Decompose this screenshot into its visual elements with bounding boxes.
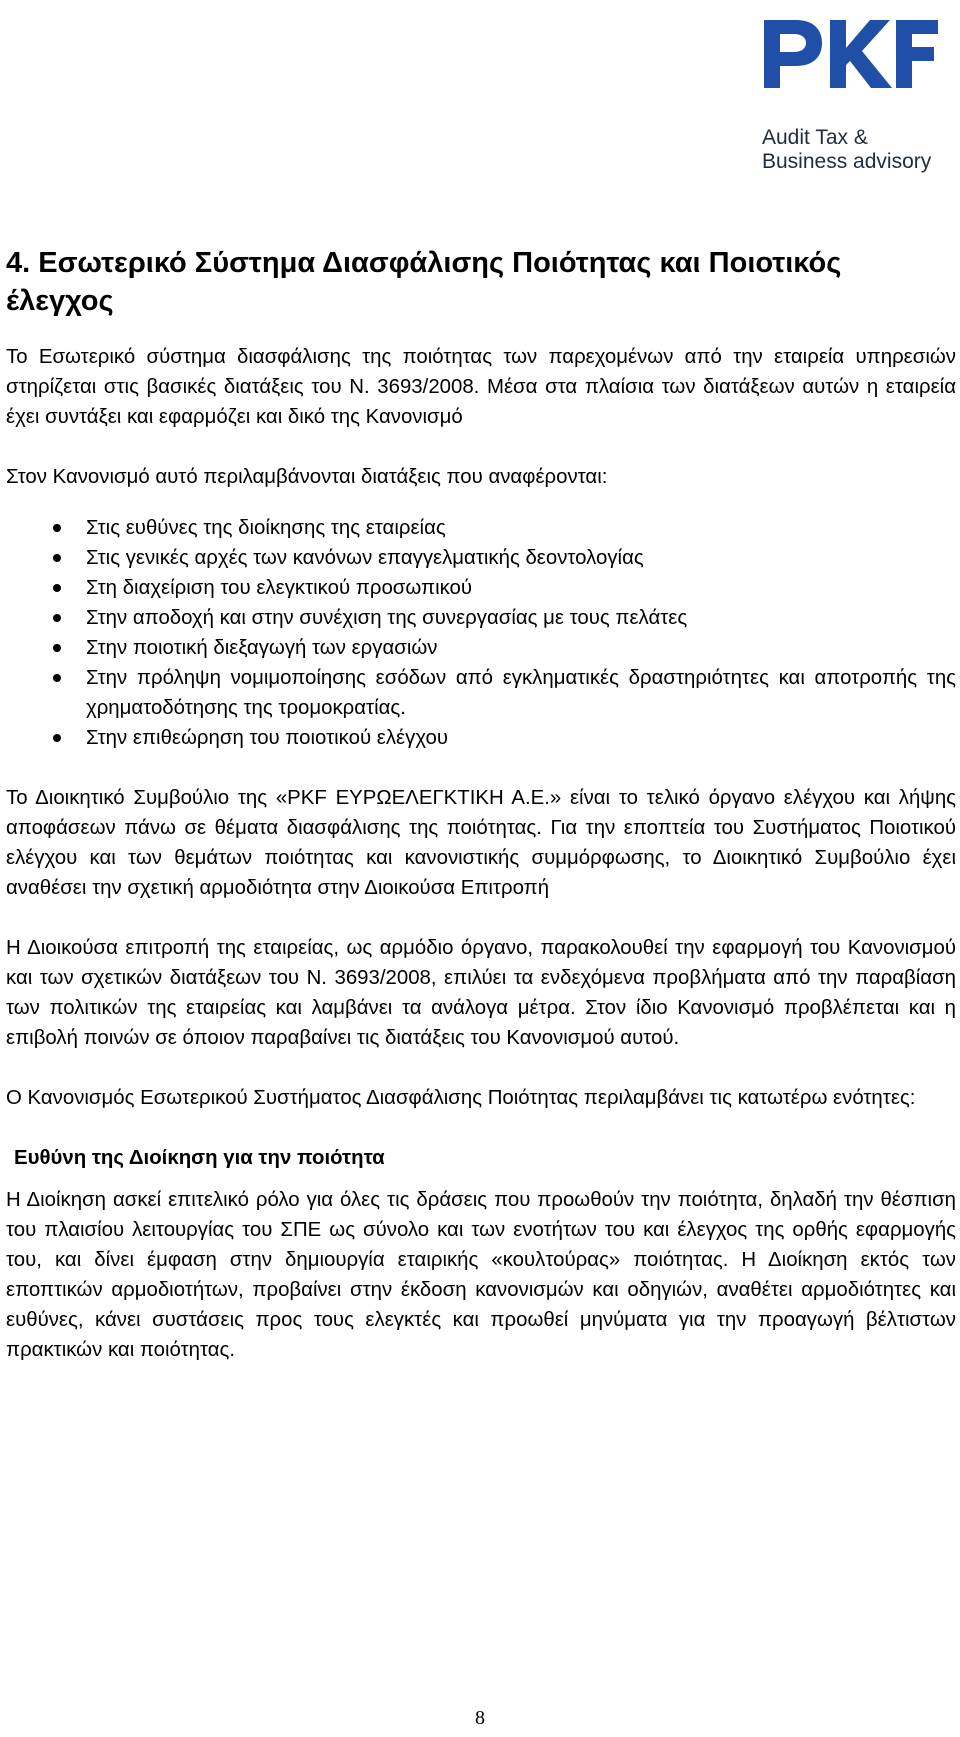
list-item-text: Στην ποιοτική διεξαγωγή των εργασιών xyxy=(86,637,438,659)
list-item xyxy=(6,543,956,573)
list-item xyxy=(6,603,956,633)
bullet-icon xyxy=(53,524,61,532)
sections-intro-paragraph: Ο Κανονισμός Εσωτερικού Συστήματος Διασφάλισης Ποιότητας περιλαμβάνει τις κατωτέρω ενότητες: xyxy=(6,1087,916,1109)
logo-tagline xyxy=(762,126,931,174)
list-item-text: Στις γενικές αρχές των κανόνων επαγγελματικής δεοντολογίας xyxy=(86,547,644,569)
list-item-text: Στη διαχείριση του ελεγκτικού προσωπικού xyxy=(86,577,473,599)
list-item-text: Στις ευθύνες της διοίκησης της εταιρείας xyxy=(86,517,446,539)
bullet-icon xyxy=(53,554,61,562)
pkf-logo xyxy=(762,18,952,178)
list-item-text: Στην επιθεώρηση του ποιοτικού ελέγχου xyxy=(86,727,448,749)
list-intro-paragraph: Στον Κανονισμό αυτό περιλαμβάνονται διατάξεις που αναφέρονται: xyxy=(6,466,608,488)
list-item xyxy=(6,513,956,543)
list-item-text: Στην αποδοχή και στην συνέχιση της συνεργασίας με τους πελάτες xyxy=(86,607,688,629)
subsection-heading: Ευθύνη της Διοίκηση για την ποιότητα xyxy=(14,1147,385,1169)
management-paragraph: Η Διοίκηση ασκεί επιτελικό ρόλο για όλες τις δράσεις που προωθούν την ποιότητα, δηλαδή την θέσπιση του πλαισίου λειτουργίας του ΣΠΕ ως σύνολο και των ενοτήτων του και έλεγχος της ορθής εφαρμογής του, και δίνει έμφαση στην δημιουργία εταιρικής «κουλτούρας» ποιότητας. Η Διοίκηση εκτός των εποπτικών αρμοδιοτήτων, προβαίνει στην έκδοση κανονισμών και οδηγιών, αναθέτει αρμοδιότητες και ευθύνες, κάνει συστάσεις προς τους ελεγκτές και προωθεί μηνύματα για την προαγωγή βέλτιστων πρακτικών και ποιότητας. xyxy=(6,1189,956,1361)
list-item xyxy=(6,633,956,663)
list-item-text: Στην πρόληψη νομιμοποίησης εσόδων από εγκληματικές δραστηριότητες και αποτροπής της χρηματοδότησης της τρομοκρατίας. xyxy=(86,667,956,719)
committee-paragraph: Η Διοικούσα επιτροπή της εταιρείας, ως αρμόδιο όργανο, παρακολουθεί την εφαρμογή του Κανονισμού και των σχετικών διατάξεων του Ν. 3693/2008, επιλύει τα ενδεχόμενα προβλήματα από την παραβίαση των πολιτικών της εταιρείας και λαμβάνει τα ανάλογα μέτρα. Στον ίδιο Κανονισμό προβλέπεται και η επιβολή ποινών σε όποιον παραβαίνει τις διατάξεις του Κανονισμού αυτού. xyxy=(6,937,956,1049)
pkf-logo-mark xyxy=(762,18,940,90)
provisions-list xyxy=(6,513,956,753)
list-item xyxy=(6,573,956,603)
bullet-icon xyxy=(53,734,61,742)
bullet-icon xyxy=(53,584,61,592)
intro-paragraph: Το Εσωτερικό σύστημα διασφάλισης της ποιότητας των παρεχομένων από την εταιρεία υπηρεσιών στηρίζεται στις βασικές διατάξεις του Ν. 3693/2008. Μέσα στα πλαίσια των διατάξεων αυτών η εταιρεία έχει συντάξει και εφαρμόζει και δικό της Κανονισμό xyxy=(6,346,956,428)
document-content xyxy=(6,244,956,1365)
bullet-icon xyxy=(53,644,61,652)
board-paragraph: Το Διοικητικό Συμβούλιο της «PKF ΕΥΡΩΕΛΕΓΚΤΙΚΗ Α.Ε.» είναι το τελικό όργανο ελέγχου και λήψης αποφάσεων πάνω σε θέματα διασφάλισης της ποιότητας. Για την εποπτεία του Συστήματος Ποιοτικού ελέγχου και των θεμάτων ποιότητας και κανονιστικής συμμόρφωσης, το Διοικητικό Συμβούλιο έχει αναθέσει την σχετική αρμοδιότητα στην Διοικούσα Επιτροπή xyxy=(6,787,956,899)
page-number: 8 xyxy=(475,1707,485,1729)
list-item xyxy=(6,723,956,753)
logo-tagline-line1: Audit Tax & xyxy=(762,126,868,149)
bullet-icon xyxy=(53,614,61,622)
logo-tagline-line2: Business advisory xyxy=(762,150,932,173)
list-item xyxy=(6,663,956,723)
bullet-icon xyxy=(53,674,61,682)
section-heading: 4. Εσωτερικό Σύστημα Διασφάλισης Ποιότητας και Ποιοτικός έλεγχος xyxy=(6,247,842,317)
